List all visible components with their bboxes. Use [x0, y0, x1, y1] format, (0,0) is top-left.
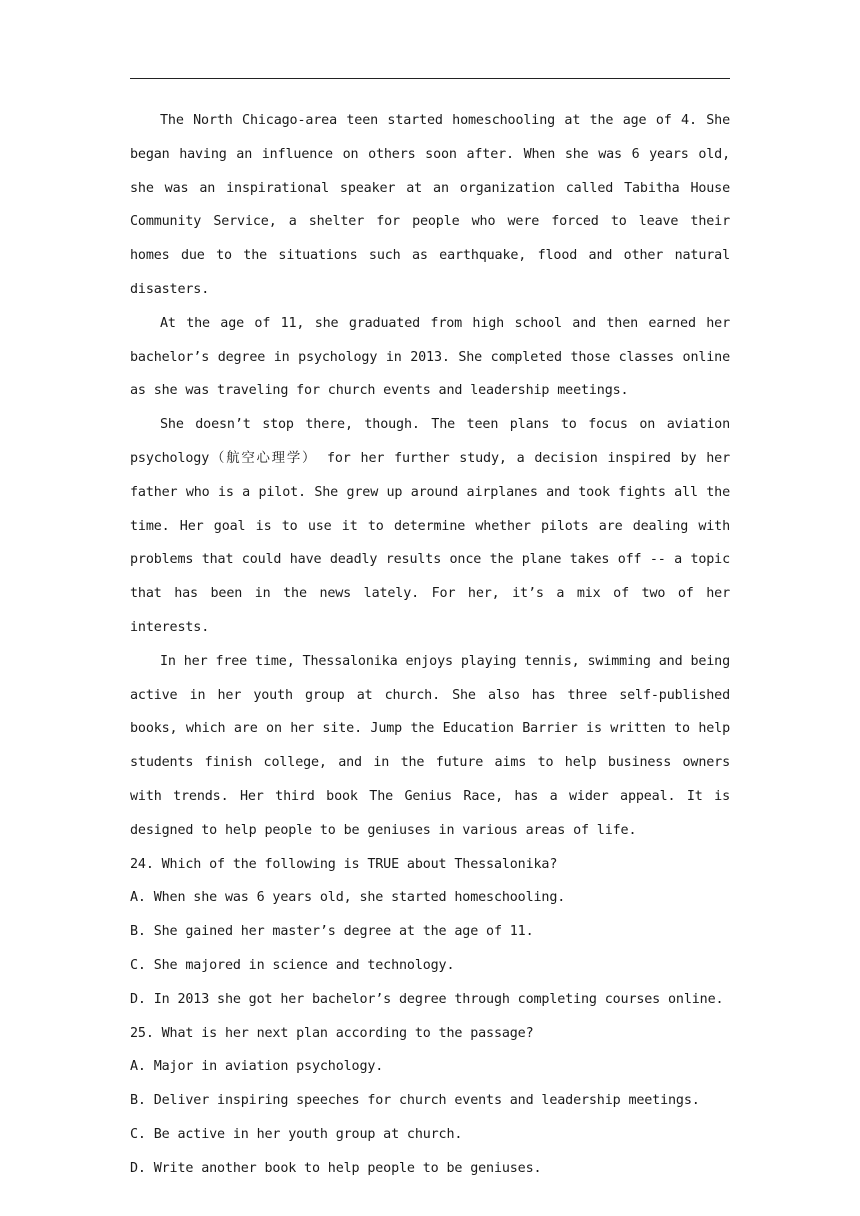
- passage-paragraph-3: She doesn’t stop there, though. The teen plans to focus on aviation psychology（航空心理学） for her further study, a decision inspired by her father who is a pilot. She grew up around airplanes and took fights all the time. Her goal is to use it to determine whether pilots are dealing with problems that could have deadly results once the plane takes off -- a topic that has been in the news lately. For her, it’s a mix of two of her interests.: [130, 417, 730, 635]
- option-c: C. Be active in her youth group at church.: [130, 1126, 463, 1142]
- passage-paragraph-4: In her free time, Thessalonika enjoys playing tennis, swimming and being active in her youth group at church. She also has three self-published books, which are on her site. Jump the Education Barrier is written to help students finish college, and in the future aims to help business owners with trends. Her third book The Genius Race, has a wider appeal. It is designed to help people to be geniuses in various areas of life.: [130, 653, 730, 838]
- header-rule: [130, 78, 730, 79]
- question-stem: 25. What is her next plan according to the passage?: [130, 1025, 534, 1041]
- question-stem: 24. Which of the following is TRUE about Thessalonika?: [130, 856, 558, 872]
- option-b: B. She gained her master’s degree at the age of 11.: [130, 924, 534, 940]
- option-b: B. Deliver inspiring speeches for church events and leadership meetings.: [130, 1093, 700, 1109]
- option-c: C. She majored in science and technology.: [130, 957, 455, 973]
- document-body: [130, 104, 730, 1186]
- question-25: [130, 1017, 730, 1186]
- question-24: [130, 848, 730, 1017]
- passage-paragraph-1: The North Chicago-area teen started homeschooling at the age of 4. She began having an influence on others soon after. When she was 6 years old, she was an inspirational speaker at an organization called Tabitha House Community Service, a shelter for people who were forced to leave their homes due to the situations such as earthquake, flood and other natural disasters.: [130, 113, 730, 297]
- option-a: A. When she was 6 years old, she started homeschooling.: [130, 890, 566, 906]
- passage-paragraph-2: At the age of 11, she graduated from high school and then earned her bachelor’s degree in psychology in 2013. She completed those classes online as she was traveling for church events and leadership meetings.: [130, 315, 730, 399]
- option-a: A. Major in aviation psychology.: [130, 1059, 384, 1075]
- option-d: D. Write another book to help people to be geniuses.: [130, 1160, 542, 1176]
- option-d: D. In 2013 she got her bachelor’s degree through completing courses online.: [130, 991, 724, 1007]
